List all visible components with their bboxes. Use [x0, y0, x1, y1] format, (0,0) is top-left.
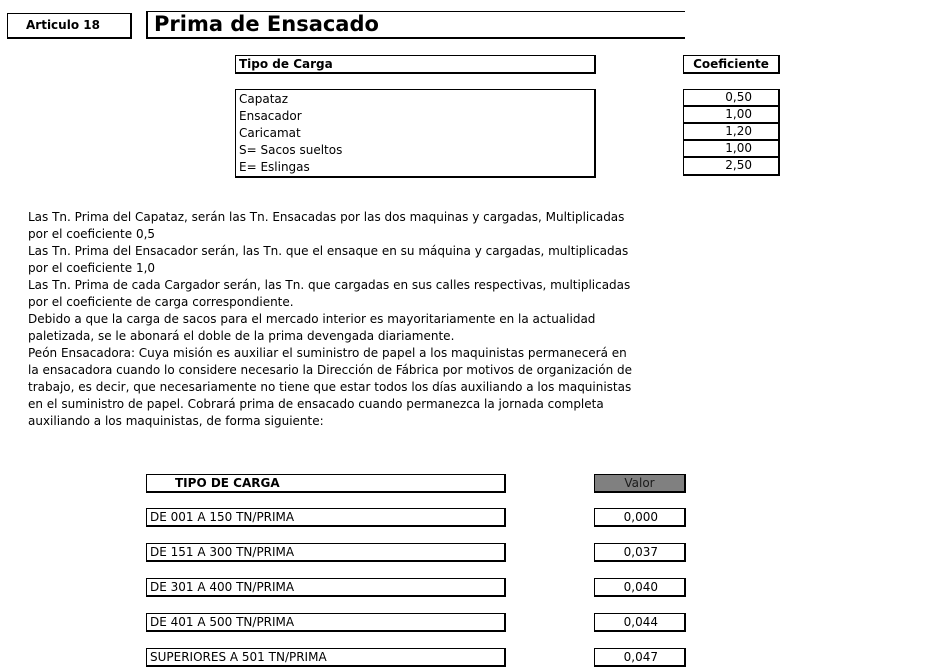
table2-row-value: 0,047 — [594, 648, 686, 667]
table1-row-value: 1,20 — [683, 123, 780, 140]
body-line: Las Tn. Prima del Capataz, serán las Tn. Ensacadas por las dos maquinas y cargadas, Multiplicadas — [28, 210, 625, 224]
body-line: Debido a que la carga de sacos para el mercado interior es mayoritariamente en la actualidad — [28, 312, 596, 326]
table2-row-value: 0,044 — [594, 613, 686, 632]
table1-row-value: 0,50 — [683, 89, 780, 106]
table2-row-label: DE 401 A 500 TN/PRIMA — [146, 613, 506, 632]
body-line: por el coeficiente 1,0 — [28, 261, 156, 275]
article-body-text — [28, 209, 758, 430]
table1-row-value: 1,00 — [683, 106, 780, 123]
table2-row-label: DE 151 A 300 TN/PRIMA — [146, 543, 506, 562]
table1-row-value: 2,50 — [683, 157, 780, 176]
body-line: Las Tn. Prima de cada Cargador serán, las Tn. que cargadas en sus calles respectivas, multiplicadas — [28, 278, 631, 292]
table1-row-label: E= Eslingas — [239, 160, 310, 174]
body-line: Las Tn. Prima del Ensacador serán, las Tn. que el ensaque en su máquina y cargadas, multiplicadas — [28, 244, 629, 258]
table2-header-valor: Valor — [594, 474, 686, 493]
table1-label-list — [235, 89, 596, 178]
table1-header-tipo: Tipo de Carga — [235, 55, 596, 74]
body-line: paletizada, se le abonará el doble de la prima devengada diariamente. — [28, 329, 455, 343]
body-line: trabajo, es decir, que necesariamente no tiene que estar todos los días auxiliando a los maquinistas — [28, 380, 632, 394]
table1-header-coeficiente: Coeficiente — [683, 55, 780, 74]
page-title: Prima de Ensacado — [146, 11, 685, 39]
table2-row-value: 0,037 — [594, 543, 686, 562]
body-line: auxiliando a los maquinistas, de forma siguiente: — [28, 414, 324, 428]
table1-row-label: Ensacador — [239, 109, 302, 123]
body-line: en el suministro de papel. Cobrará prima de ensacado cuando permanezca la jornada completa — [28, 397, 604, 411]
table1-row-label: S= Sacos sueltos — [239, 143, 343, 157]
table2-row-label: DE 301 A 400 TN/PRIMA — [146, 578, 506, 597]
table1-row-label: Caricamat — [239, 126, 301, 140]
body-line: la ensacadora cuando lo considere necesario la Dirección de Fábrica por motivos de organización de — [28, 363, 632, 377]
table2-header-tipo: TIPO DE CARGA — [146, 474, 506, 493]
table2-row-label: DE 001 A 150 TN/PRIMA — [146, 508, 506, 527]
table1-row-value: 1,00 — [683, 140, 780, 157]
table2-row-label: SUPERIORES A 501 TN/PRIMA — [146, 648, 506, 667]
table2-row-value: 0,000 — [594, 508, 686, 527]
body-line: por el coeficiente de carga correspondiente. — [28, 295, 294, 309]
body-line: por el coeficiente 0,5 — [28, 227, 156, 241]
article-number: Articulo 18 — [7, 13, 132, 39]
table1-row-label: Capataz — [239, 92, 289, 106]
table2-row-value: 0,040 — [594, 578, 686, 597]
body-line: Peón Ensacadora: Cuya misión es auxiliar el suministro de papel a los maquinistas permanecerá en — [28, 346, 627, 360]
